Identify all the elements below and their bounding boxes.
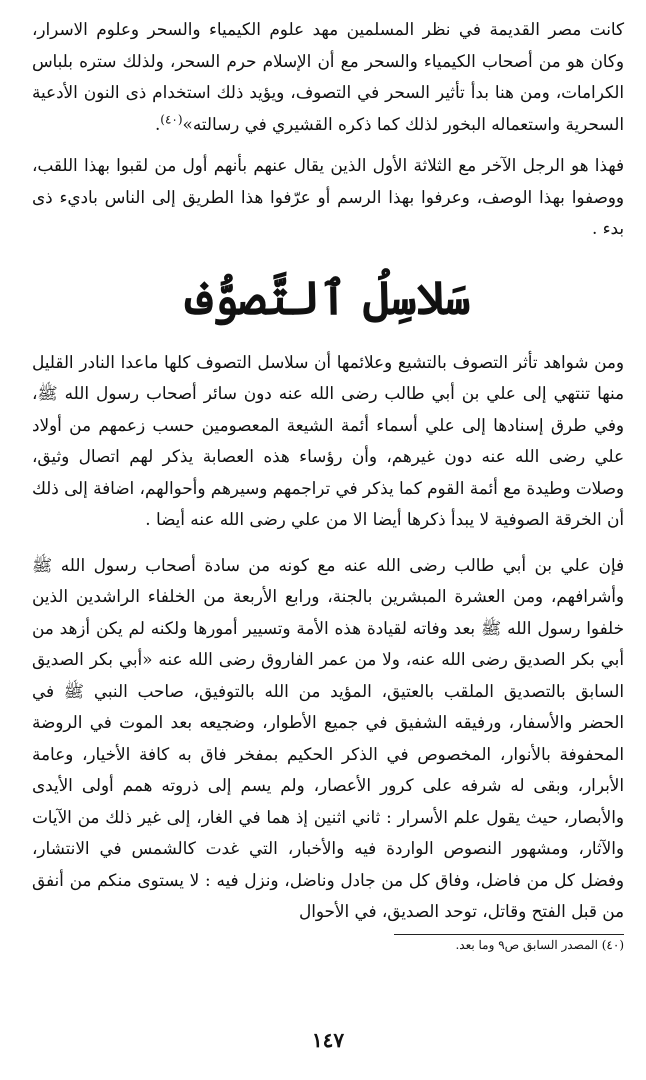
page-number: ١٤٧ xyxy=(311,1028,345,1052)
body-paragraph: ومن شواهد تأثر التصوف بالتشيع وعلائمها أن سلاسل التصوف كلها ماعدا النادر القليل منها تنتهي إلى علي بن أبي طالب رضى الله عنه دون سائر أصحاب رسول الله ﷺ، وفي طرق إسنادها إلى علي أسماء أئمة الشيعة المعصومين حسب زعمهم من أولاد علي رضى الله عنه دون غيرهم، وأن رؤساء هذه العصابة يذكر لهم اتصال وثيق، وصلات وطيدة مع أئمة القوم كما يذكر في تراجمهم وسيرهم وأحوالهم، اضافة إلى ذلك أن الخرقة الصوفية لا يبدأ ذكرها أيضا الا من علي رضى الله عنه أيضا . xyxy=(32,351,624,529)
body-paragraph: فإن علي بن أبي طالب رضى الله عنه مع كونه من سادة أصحاب رسول الله ﷺ وأشرافهم، ومن العشرة المبشرين بالجنة، ورابع الأربعة من الخلفاء الراشدين الذين خلفوا رسول الله ﷺ بعد وفاته لقيادة هذه الأمة وتسيير أمورها ولكنه لم يكن أزهد من أبي بكر الصديق رضى الله عنه، ولا من عمر الفاروق رضى الله عنه «أبي بكر الصديق السابق بالتصديق الملقب بالعتيق، المؤيد من الله بالتوفيق، صاحب النبي ﷺ في الحضر والأسفار، ورفيقه الشفيق في جميع الأطوار، وضجيعه بعد الموت في الروضة المحفوفة بالأنوار، المخصوص في الذكر الحكيم بمفخر فاق به كافة الأخيار، وعامة الأبرار، وبقى له شرفه على كرور الأعصار، ولم يسم إلى ذروته همم أولى الأيدى والأبصار، حيث يقول علم الأسرار : ثاني اثنين إذ هما في الغار، إلى غير ذلك من الآيات والآثار، ومشهور النصوص الواردة فيه والأخبار، التي غدت كالشمس في الانتشار، وفضل كل من فاضل، وفاق كل من جادل وناضل، ونزل فيه : لا يستوى منكم من أنفق من قبل الفتح وقاتل، توحد الصديق، في الأحوال xyxy=(32,554,624,921)
footnote-divider xyxy=(394,934,624,935)
section-title: سَلاسِلُ ٱلتَّصوُّف xyxy=(185,270,471,325)
body-paragraph xyxy=(32,14,624,140)
body-paragraph: فهذا هو الرجل الآخر مع الثلاثة الأول الذين يقال عنهم بأنهم أول من لقبوا بهذا اللقب، ووصفوا بهذا الوصف، وعرفوا بهذا الرسم أو عرّفوا هذا الطريق إلى الناس باديء ذى بدء . xyxy=(32,155,624,238)
paragraph-period: . xyxy=(154,113,161,134)
footnote: (٤٠) المصدر السابق ص٩ وما بعد. xyxy=(455,937,624,952)
footnote-reference: (٤٠) xyxy=(160,111,183,126)
paragraph-text: كانت مصر القديمة في نظر المسلمين مهد علوم الكيمياء والسحر وعلوم الاسرار، وكان هو من أصحاب الكيمياء والسحر مع أن الإسلام حرم السحر، ولذلك ستره بلباس الكرامات، ومن هنا بدأ تأثير السحر في التصوف، ويؤيد ذلك استخدام ذى النون الأدعية السحرية واستعماله البخور لذلك كما ذكره القشيري في رسالته» xyxy=(32,19,624,134)
document-page xyxy=(32,14,624,1080)
